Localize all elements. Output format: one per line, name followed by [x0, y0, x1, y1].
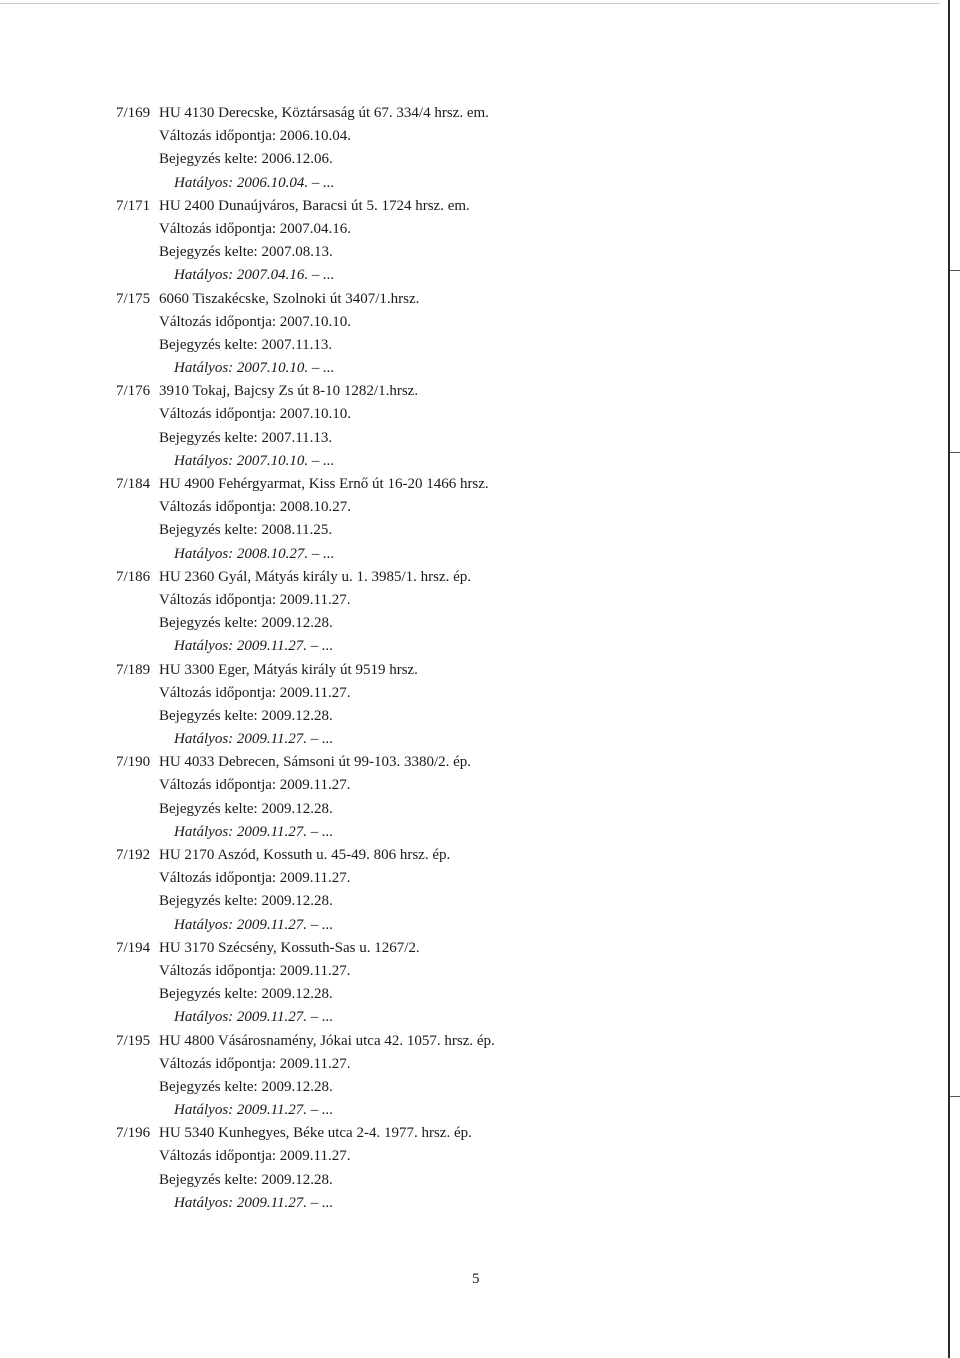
- entry-code: 7/186: [116, 568, 151, 585]
- list-item: [116, 102, 916, 195]
- entry-effective: Hatályos: 2009.11.27. – ...: [174, 823, 334, 840]
- entry-address: HU 5340 Kunhegyes, Béke utca 2-4. 1977. hrsz. ép.: [159, 1125, 472, 1142]
- right-margin-rule: [948, 0, 950, 1358]
- entry-change-date: Változás időpontja: 2009.11.27.: [159, 684, 351, 701]
- list-item: [116, 288, 916, 381]
- entry-address: HU 4900 Fehérgyarmat, Kiss Ernő út 16-20 1466 hrsz.: [159, 476, 489, 492]
- entry-change-date: Változás időpontja: 2009.11.27.: [159, 1148, 351, 1165]
- entry-address: HU 2360 Gyál, Mátyás király u. 1. 3985/1. hrsz. ép.: [159, 568, 472, 585]
- list-item: [116, 1030, 916, 1123]
- entry-effective: Hatályos: 2009.11.27. – ...: [174, 1194, 334, 1211]
- entry-code: 7/190: [116, 754, 151, 771]
- margin-tick: [950, 270, 960, 271]
- entry-code: 7/175: [116, 290, 151, 307]
- page-number: 5: [472, 1271, 480, 1287]
- list-item: [116, 751, 916, 844]
- entry-effective: Hatályos: 2009.11.27. – ...: [174, 638, 334, 655]
- entry-address: HU 2170 Aszód, Kossuth u. 45-49. 806 hrsz. ép.: [159, 847, 451, 863]
- top-scan-edge: [0, 3, 940, 4]
- entry-effective: Hatályos: 2009.11.27. – ...: [174, 731, 334, 748]
- list-item: [116, 1122, 916, 1215]
- margin-tick: [950, 1096, 960, 1097]
- entry-address: HU 3170 Szécsény, Kossuth-Sas u. 1267/2.: [159, 939, 420, 956]
- entry-change-date: Változás időpontja: 2007.04.16.: [159, 220, 352, 237]
- list-item: [116, 659, 916, 752]
- entry-change-date: Változás időpontja: 2009.11.27.: [159, 777, 351, 794]
- entry-registered-date: Bejegyzés kelte: 2007.11.13.: [159, 336, 333, 353]
- entry-change-date: Változás időpontja: 2008.10.27.: [159, 499, 352, 516]
- entry-list: [116, 102, 916, 1215]
- entry-registered-date: Bejegyzés kelte: 2006.12.06.: [159, 151, 333, 168]
- entry-code: 7/169: [116, 105, 151, 121]
- entry-code: 7/194: [116, 939, 151, 956]
- entry-effective: Hatályos: 2009.11.27. – ...: [174, 1009, 334, 1026]
- entry-registered-date: Bejegyzés kelte: 2009.12.28.: [159, 986, 333, 1003]
- entry-registered-date: Bejegyzés kelte: 2007.08.13.: [159, 244, 333, 261]
- entry-change-date: Változás időpontja: 2009.11.27.: [159, 591, 351, 608]
- entry-registered-date: Bejegyzés kelte: 2009.12.28.: [159, 893, 333, 910]
- entry-address-line: [116, 380, 916, 403]
- list-item: [116, 844, 916, 937]
- entry-address-line: [116, 1122, 916, 1145]
- entry-change-date: Változás időpontja: 2009.11.27.: [159, 1055, 351, 1072]
- entry-address-line: [116, 844, 916, 867]
- entry-address-line: [116, 473, 916, 496]
- entry-registered-date: Bejegyzés kelte: 2009.12.28.: [159, 800, 333, 817]
- entry-effective: Hatályos: 2007.10.10. – ...: [174, 360, 335, 377]
- list-item: [116, 473, 916, 566]
- entry-address-line: [116, 566, 916, 589]
- entry-address: 6060 Tiszakécske, Szolnoki út 3407/1.hrsz.: [159, 290, 420, 307]
- entry-change-date: Változás időpontja: 2007.10.10.: [159, 313, 352, 330]
- entry-address: HU 4033 Debrecen, Sámsoni út 99-103. 3380/2. ép.: [159, 754, 472, 771]
- entry-address-line: [116, 1030, 916, 1053]
- margin-tick: [950, 452, 960, 453]
- entry-code: 7/184: [116, 476, 151, 492]
- entry-change-date: Változás időpontja: 2007.10.10.: [159, 406, 352, 423]
- entry-change-date: Változás időpontja: 2009.11.27.: [159, 870, 351, 887]
- entry-effective: Hatályos: 2007.04.16. – ...: [174, 267, 335, 284]
- entry-effective: Hatályos: 2008.10.27. – ...: [174, 545, 335, 562]
- entry-address: HU 3300 Eger, Mátyás király út 9519 hrsz.: [159, 661, 418, 678]
- entry-change-date: Változás időpontja: 2006.10.04.: [159, 128, 352, 145]
- entry-registered-date: Bejegyzés kelte: 2009.12.28.: [159, 615, 333, 632]
- entry-code: 7/176: [116, 383, 151, 400]
- entry-registered-date: Bejegyzés kelte: 2008.11.25.: [159, 522, 333, 539]
- entry-registered-date: Bejegyzés kelte: 2007.11.13.: [159, 429, 333, 446]
- list-item: [116, 380, 916, 473]
- entry-registered-date: Bejegyzés kelte: 2009.12.28.: [159, 1171, 333, 1188]
- entry-code: 7/196: [116, 1125, 151, 1142]
- entry-code: 7/192: [116, 847, 151, 863]
- entry-address-line: [116, 751, 916, 774]
- entry-address-line: [116, 102, 916, 125]
- entry-code: 7/195: [116, 1032, 151, 1049]
- entry-registered-date: Bejegyzés kelte: 2009.12.28.: [159, 707, 333, 724]
- entry-address-line: [116, 288, 916, 311]
- entry-address: HU 4800 Vásárosnamény, Jókai utca 42. 1057. hrsz. ép.: [159, 1032, 495, 1049]
- entry-address-line: [116, 659, 916, 682]
- entry-effective: Hatályos: 2007.10.10. – ...: [174, 452, 335, 469]
- entry-address-line: [116, 195, 916, 218]
- entry-registered-date: Bejegyzés kelte: 2009.12.28.: [159, 1078, 333, 1095]
- entry-address: 3910 Tokaj, Bajcsy Zs út 8-10 1282/1.hrsz.: [159, 383, 419, 400]
- list-item: [116, 566, 916, 659]
- entry-code: 7/171: [116, 197, 151, 214]
- list-item: [116, 937, 916, 1030]
- entry-effective: Hatályos: 2009.11.27. – ...: [174, 1102, 334, 1119]
- entry-address-line: [116, 937, 916, 960]
- entry-address: HU 4130 Derecske, Köztársaság út 67. 334/4 hrsz. em.: [159, 105, 489, 121]
- entry-effective: Hatályos: 2009.11.27. – ...: [174, 916, 334, 933]
- entry-address: HU 2400 Dunaújváros, Baracsi út 5. 1724 hrsz. em.: [159, 197, 470, 214]
- entry-change-date: Változás időpontja: 2009.11.27.: [159, 962, 351, 979]
- list-item: [116, 195, 916, 288]
- entry-code: 7/189: [116, 661, 151, 678]
- entry-effective: Hatályos: 2006.10.04. – ...: [174, 174, 335, 191]
